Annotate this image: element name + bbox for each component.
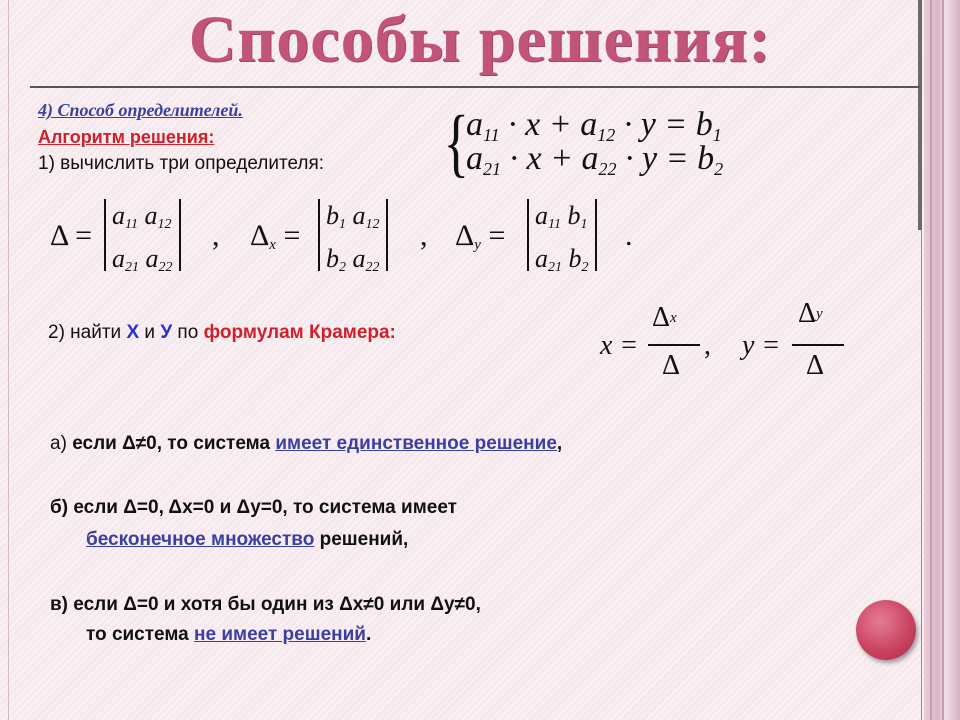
- case-v-line2: то система не имеет решений.: [86, 624, 372, 645]
- matrix-delta-x: $b_1$ $a_{12}$ $b_2$ $a_{22}$: [318, 199, 388, 271]
- matrix-delta-y: $a_{11}$ $b_1$ $a_{21}$ $b_2$: [527, 199, 597, 271]
- determinants-row: Δ = $a_{11}$ $a_{12}$ $a_{21}$ $a_{22}$ , $\Delta_x$ = $b_1$ $a_{12}$ $b_2$ $a_{22}$ , $\Delta_y$ = $a_{11}$ $b_1$ $a_{21}$ $b_2$ .: [50, 201, 633, 275]
- system-brace: {: [443, 101, 470, 185]
- case-b-line1: б) если Δ=0, Δх=0 и Δу=0, то система имеет: [50, 497, 457, 518]
- decorative-side-strip: [924, 0, 960, 720]
- method-heading: 4) Способ определителей.: [38, 100, 243, 120]
- title-divider: [30, 86, 920, 88]
- decorative-circle: [856, 600, 916, 660]
- equation-system: [438, 101, 838, 185]
- case-b-line2: бесконечное множество решений,: [86, 529, 409, 550]
- page-title: Способы решения:: [188, 3, 772, 76]
- equation-1: $a_{11} \cdot x + a_{12} \cdot y = b_1$: [466, 106, 722, 145]
- cramer-formula-x: x = $\Delta_x$ Δ ,: [600, 302, 711, 381]
- algorithm-heading: Алгоритм решения:: [38, 127, 215, 147]
- cramer-formula-y: y = $\Delta_y$ Δ: [742, 298, 852, 388]
- matrix-delta: $a_{11}$ $a_{12}$ $a_{21}$ $a_{22}$: [104, 199, 181, 271]
- case-a: а) если Δ≠0, то система имеет единственное решение,: [50, 433, 563, 454]
- step2-text: 2) найти Х и У по формулам Крамера:: [48, 322, 396, 343]
- case-v-line1: в) если Δ=0 и хотя бы один из Δх≠0 или Δу≠0,: [50, 594, 481, 615]
- step1-text: 1) вычислить три определителя:: [38, 153, 325, 174]
- equation-2: $a_{21} \cdot x + a_{22} \cdot y = b_2$: [466, 140, 724, 179]
